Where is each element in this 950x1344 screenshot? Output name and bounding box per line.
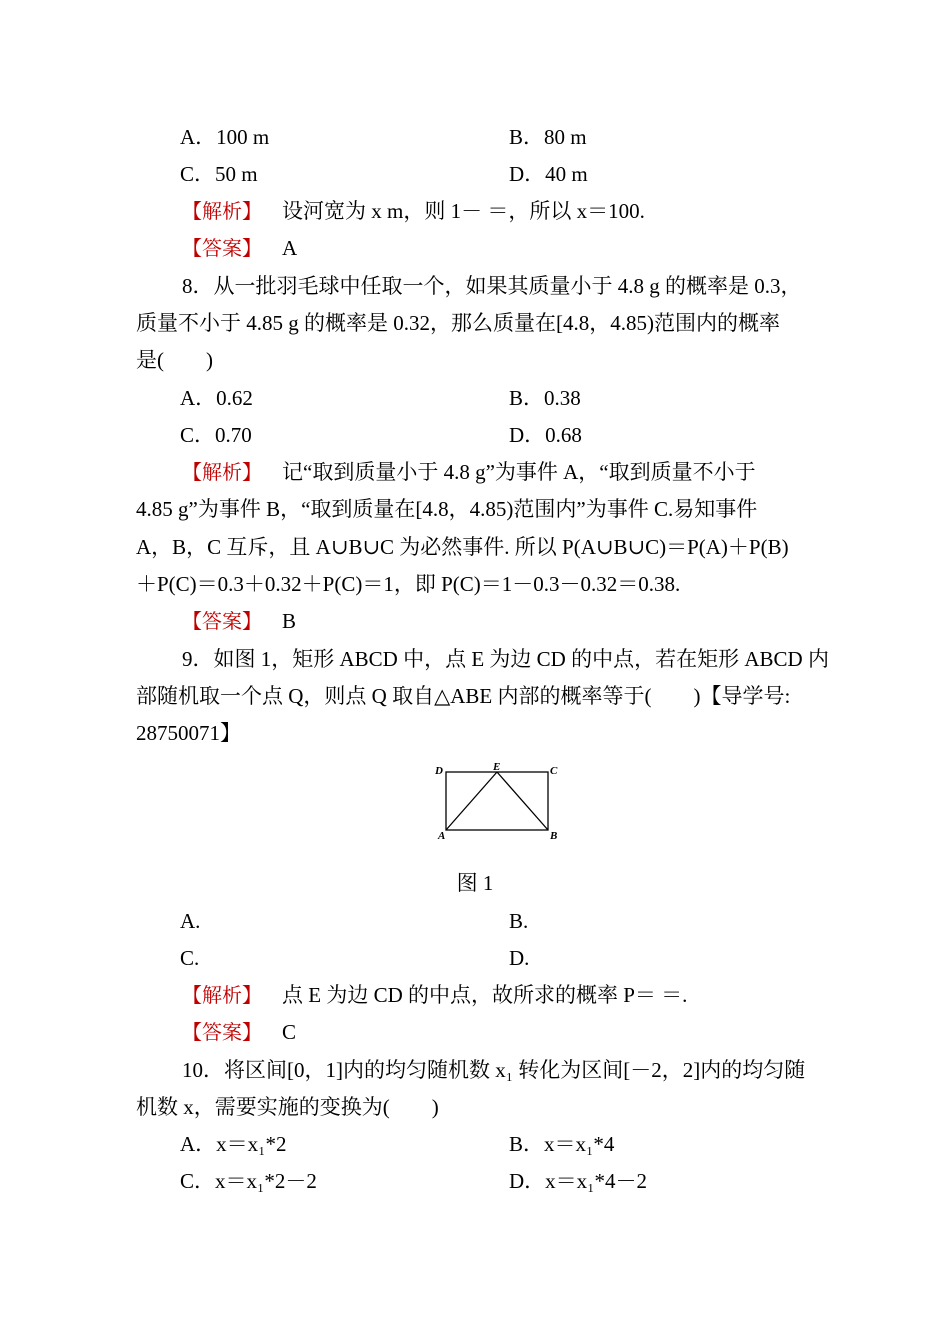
q7-option-c: C．50 m (180, 162, 258, 186)
q9-option-a: A. (180, 909, 201, 933)
label-b: B (550, 830, 558, 842)
q8-option-a: A．0.62 (180, 386, 253, 410)
label-a: A (438, 830, 446, 842)
answer-tag: 【答案】 (182, 609, 262, 633)
q8-option-d: D．0.68 (509, 423, 582, 447)
q8-stem-line-2: 质量不小于 4.85 g 的概率是 0.32，那么质量在[4.8，4.85)范围内的概率 (136, 311, 780, 335)
q8-option-c: C．0.70 (180, 423, 252, 447)
q7-option-d: D．40 m (509, 162, 588, 186)
q8-analysis-line-4: ＋P(C)＝0.3＋0.32＋P(C)＝1，即 P(C)＝1－0.3－0.32＝0.38. (136, 572, 681, 596)
rectangle-figure (430, 760, 570, 844)
q7-analysis: 【解析】 设河宽为 x m，则 1－ ＝，所以 x＝100. (182, 199, 645, 223)
label-e: E (493, 761, 501, 773)
q10-option-b: B．x＝x₁*4 (509, 1132, 615, 1156)
q9-option-d: D. (509, 946, 530, 970)
q10-option-d: D．x＝x₁*4－2 (509, 1169, 647, 1193)
q8-answer: 【答案】 B (182, 609, 297, 633)
q8-stem-line-1: 8．从一批羽毛球中任取一个，如果其质量小于 4.8 g 的概率是 0.3， (182, 274, 802, 298)
q7-option-b: B．80 m (509, 125, 587, 149)
answer-tag: 【答案】 (182, 1020, 262, 1044)
q10-stem-line-1: 10．将区间[0，1]内的均匀随机数 x₁ 转化为区间[－2，2]内的均匀随 (182, 1058, 806, 1082)
analysis-tag: 【解析】 (182, 460, 262, 484)
q9-stem-line-3: 28750071】 (136, 721, 241, 745)
rectangle-abcd (446, 772, 548, 830)
q9-option-c: C. (180, 946, 200, 970)
q10-option-c: C．x＝x₁*2－2 (180, 1169, 317, 1193)
segment-ae (446, 772, 497, 830)
figure-caption: 图 1 (456, 871, 494, 895)
q8-analysis-line-2: 4.85 g”为事件 B，“取到质量在[4.8，4.85)范围内”为事件 C.易知事件 (136, 497, 758, 521)
analysis-tag: 【解析】 (182, 983, 262, 1007)
analysis-tag: 【解析】 (182, 199, 262, 223)
q9-option-b: B. (509, 909, 529, 933)
segment-be (497, 772, 548, 830)
label-d: D (435, 765, 443, 777)
q10-option-a: A．x＝x₁*2 (180, 1132, 287, 1156)
q8-analysis-line-3: A，B，C 互斥，且 A∪B∪C 为必然事件. 所以 P(A∪B∪C)＝P(A)＋P(B) (136, 535, 789, 559)
q8-option-b: B．0.38 (509, 386, 581, 410)
q7-answer: 【答案】 A (182, 236, 298, 260)
q9-answer: 【答案】 C (182, 1020, 297, 1044)
q9-stem-line-2: 部随机取一个点 Q，则点 Q 取自△ABE 内部的概率等于( )【导学号: (136, 684, 791, 708)
q7-option-a: A．100 m (180, 125, 270, 149)
q8-analysis-line-1: 【解析】 记“取到质量小于 4.8 g”为事件 A，“取到质量不小于 (182, 460, 756, 484)
q10-stem-line-2: 机数 x，需要实施的变换为( ) (136, 1095, 439, 1119)
answer-tag: 【答案】 (182, 236, 262, 260)
label-c: C (550, 765, 558, 777)
q9-stem-line-1: 9．如图 1，矩形 ABCD 中，点 E 为边 CD 的中点，若在矩形 ABCD 内 (182, 647, 829, 671)
q9-analysis: 【解析】 点 E 为边 CD 的中点，故所求的概率 P＝ ＝. (182, 983, 688, 1007)
q8-stem-line-3: 是( ) (136, 348, 213, 372)
